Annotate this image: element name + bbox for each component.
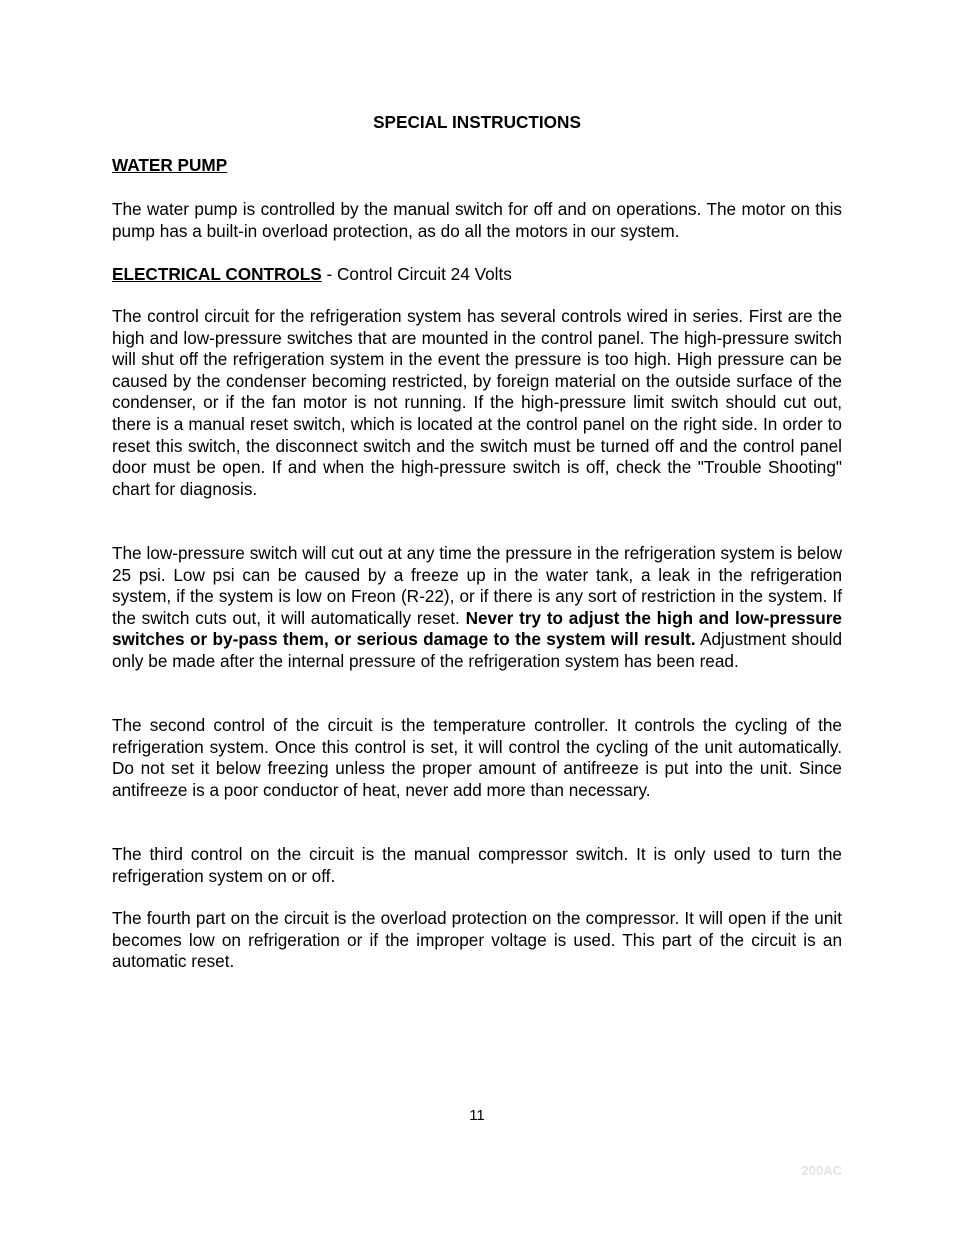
paragraph-low-pressure <box>112 543 842 673</box>
page-number: 11 <box>469 1107 485 1124</box>
control-circuit-paragraph-2 <box>112 543 842 673</box>
low-pressure-text-start: The low-pressure switch will cut out at any time the pressure in the refrigeration system is below 25 psi. Low psi can be caused by a freeze up in the water tank, a leak in the refrigeration system, if the system is low on Freon (R-22), or if there is any sort of restriction in the system. If the switch cuts out, it will automatically reset. <box>112 543 842 628</box>
footer-model-code: 200AC <box>801 1163 842 1178</box>
water-pump-section <box>112 199 842 242</box>
control-circuit-paragraph-4 <box>112 844 842 887</box>
water-pump-heading: WATER PUMP <box>112 155 228 175</box>
paragraph-compressor-switch: The third control on the circuit is the manual compressor switch. It is only used to turn the refrigeration system on or off. <box>112 844 842 886</box>
paragraph-pressure-switches: The control circuit for the refrigeration system has several controls wired in series. First are the high and low-pressure switches that are mounted in the control panel. The high-pressure switch will shut off the refrigeration system in the event the pressure is too high. High pressure can be caused by the condenser becoming restricted, by foreign material on the outside surface of the condenser, or if the fan motor is not running. If the high-pressure limit switch should cut out, there is a manual reset switch, which is located at the control panel on the right side. In order to reset this switch, the disconnect switch and the switch must be turned off and the control panel door must be open. If and when the high-pressure switch is off, check the "Trouble Shooting" chart for diagnosis. <box>112 306 842 499</box>
electrical-controls-heading: ELECTRICAL CONTROLS <box>112 264 322 284</box>
water-pump-paragraph: The water pump is controlled by the manual switch for off and on operations. The motor on this pump has a built-in overload protection, as do all the motors in our system. <box>112 199 842 241</box>
control-circuit-paragraph-5 <box>112 908 842 973</box>
section-heading-water-pump <box>112 155 842 177</box>
page-title: SPECIAL INSTRUCTIONS <box>373 112 581 132</box>
warning-text: Never try to adjust the high and low-pressure switches or by-pass them, or serious damage to the system will result. <box>112 607 842 650</box>
control-circuit-paragraph-3 <box>112 715 842 801</box>
section-heading-electrical-controls <box>112 264 842 286</box>
low-pressure-text-end: Adjustment should only be made after the internal pressure of the refrigeration system has been read. <box>112 629 842 671</box>
paragraph-overload-protection: The fourth part on the circuit is the overload protection on the compressor. It will open if the unit becomes low on refrigeration or if the improper voltage is used. This part of the circuit is an automatic reset. <box>112 908 842 972</box>
paragraph-temperature-controller: The second control of the circuit is the temperature controller. It controls the cycling of the refrigeration system. Once this control is set, it will control the cycling of the unit automatically. Do not set it below freezing unless the proper amount of antifreeze is put into the unit. Since antifreeze is a poor conductor of heat, never add more than necessary. <box>112 715 842 800</box>
control-circuit-paragraph-1 <box>112 306 842 500</box>
electrical-controls-subtitle: - Control Circuit 24 Volts <box>321 264 512 284</box>
